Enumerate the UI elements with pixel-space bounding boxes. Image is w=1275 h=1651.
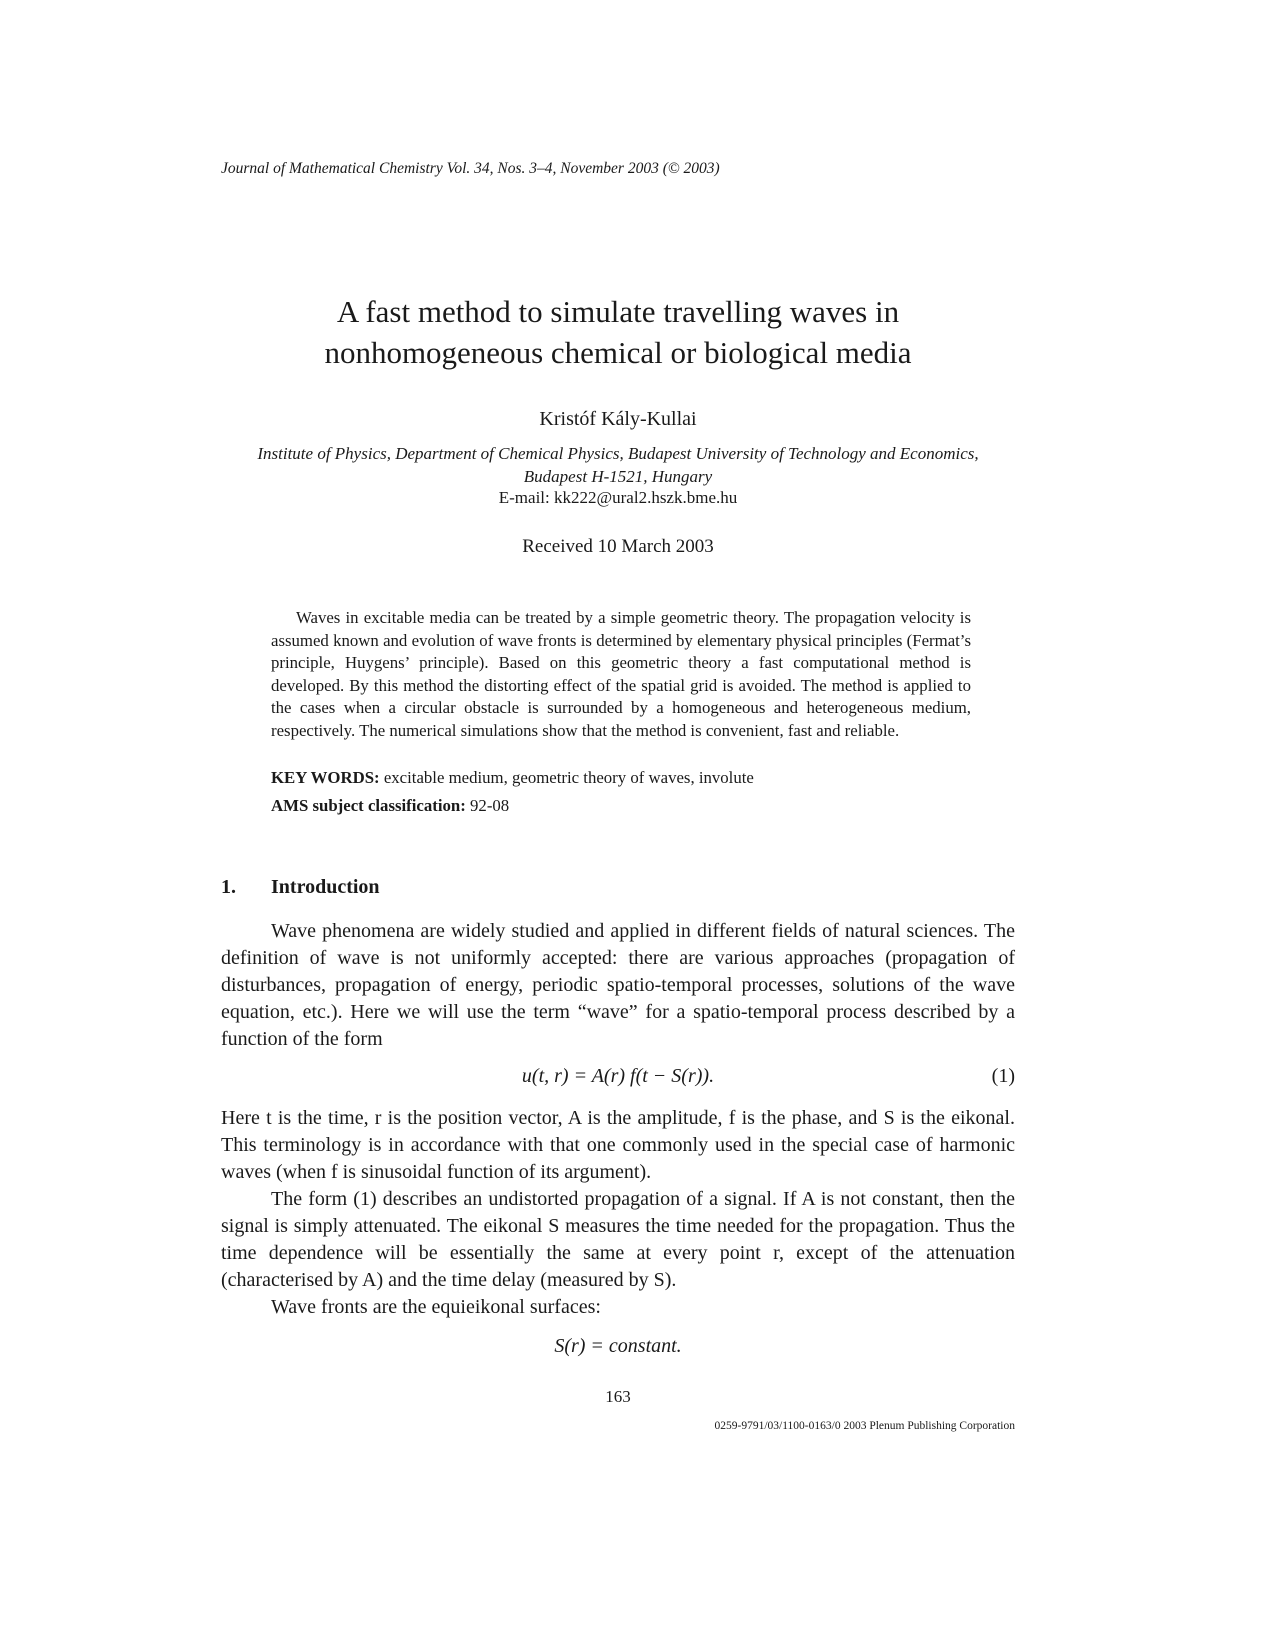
section-title: Introduction: [271, 876, 380, 898]
affiliation-line-1: Institute of Physics, Department of Chemical Physics, Budapest University of Technology and Economics,: [257, 444, 979, 463]
journal-header: Journal of Mathematical Chemistry Vol. 34, Nos. 3–4, November 2003 (© 2003): [221, 160, 720, 177]
equation-1: [221, 1065, 1015, 1088]
equation-2: [221, 1335, 1015, 1358]
intro-paragraph-4: Wave fronts are the equieikonal surfaces:: [271, 1296, 601, 1318]
keywords-label: KEY WORDS:: [271, 768, 380, 787]
ams-label: AMS subject classification:: [271, 796, 466, 815]
equation-2-body: S(r) = constant.: [554, 1335, 682, 1357]
author-affiliation: [160, 442, 1076, 488]
section-number: 1.: [221, 876, 236, 898]
page-number: 163: [605, 1387, 631, 1406]
ams-value: 92-08: [470, 796, 510, 815]
title-line-1: A fast method to simulate travelling waves in: [336, 294, 900, 329]
equation-1-number: (1): [991, 1065, 1015, 1087]
received-date: Received 10 March 2003: [522, 536, 714, 557]
intro-paragraph-2: Here t is the time, r is the position vector, A is the amplitude, f is the phase, and S is the eikonal. This terminology is in accordance with that one commonly used in the special case of harmonic waves (when f is sinusoidal function of its argument).: [221, 1107, 1015, 1183]
abstract-text: Waves in excitable media can be treated by a simple geometric theory. The propagation velocity is assumed known and evolution of wave fronts is determined by elementary physical principles (Fermat’s principle, Huygens’ principle). Based on this geometric theory a fast computational method is developed. By this method the distorting effect of the spatial grid is avoided. The method is applied to the cases when a circular obstacle is surrounded by a homogeneous and heterogeneous medium, respectively. The numerical simulations show that the method is convenient, fast and reliable.: [271, 608, 971, 740]
publisher-imprint: 0259-9791/03/1100-0163/0 2003 Plenum Publishing Corporation: [714, 1420, 1015, 1432]
section-heading: [221, 876, 380, 899]
paper-title: [200, 291, 1036, 373]
intro-paragraph-3: The form (1) describes an undistorted propagation of a signal. If A is not constant, then the signal is simply attenuated. The eikonal S measures the time needed for the propagation. Thus the time dependence will be essentially the same at every point r, except of the attenuation (characterised by A) and the time delay (measured by S).: [221, 1188, 1015, 1291]
author-name: Kristóf Kály-Kullai: [539, 408, 697, 430]
ams-classification: [271, 796, 971, 816]
title-line-2: nonhomogeneous chemical or biological media: [324, 335, 912, 370]
author-email: E-mail: kk222@ural2.hszk.bme.hu: [498, 488, 738, 507]
intro-paragraph-1: Wave phenomena are widely studied and applied in different fields of natural sciences. The definition of wave is not uniformly accepted: there are various approaches (propagation of disturbances, propagation of energy, periodic spatio-temporal processes, solutions of the wave equation, etc.). Here we will use the term “wave” for a spatio-temporal process described by a function of the form: [221, 920, 1015, 1050]
keywords: [271, 768, 971, 788]
equation-1-body: u(t, r) = A(r) f(t − S(r)).: [521, 1065, 715, 1087]
keywords-value: excitable medium, geometric theory of waves, involute: [383, 768, 754, 787]
affiliation-line-2: Budapest H-1521, Hungary: [523, 467, 713, 486]
